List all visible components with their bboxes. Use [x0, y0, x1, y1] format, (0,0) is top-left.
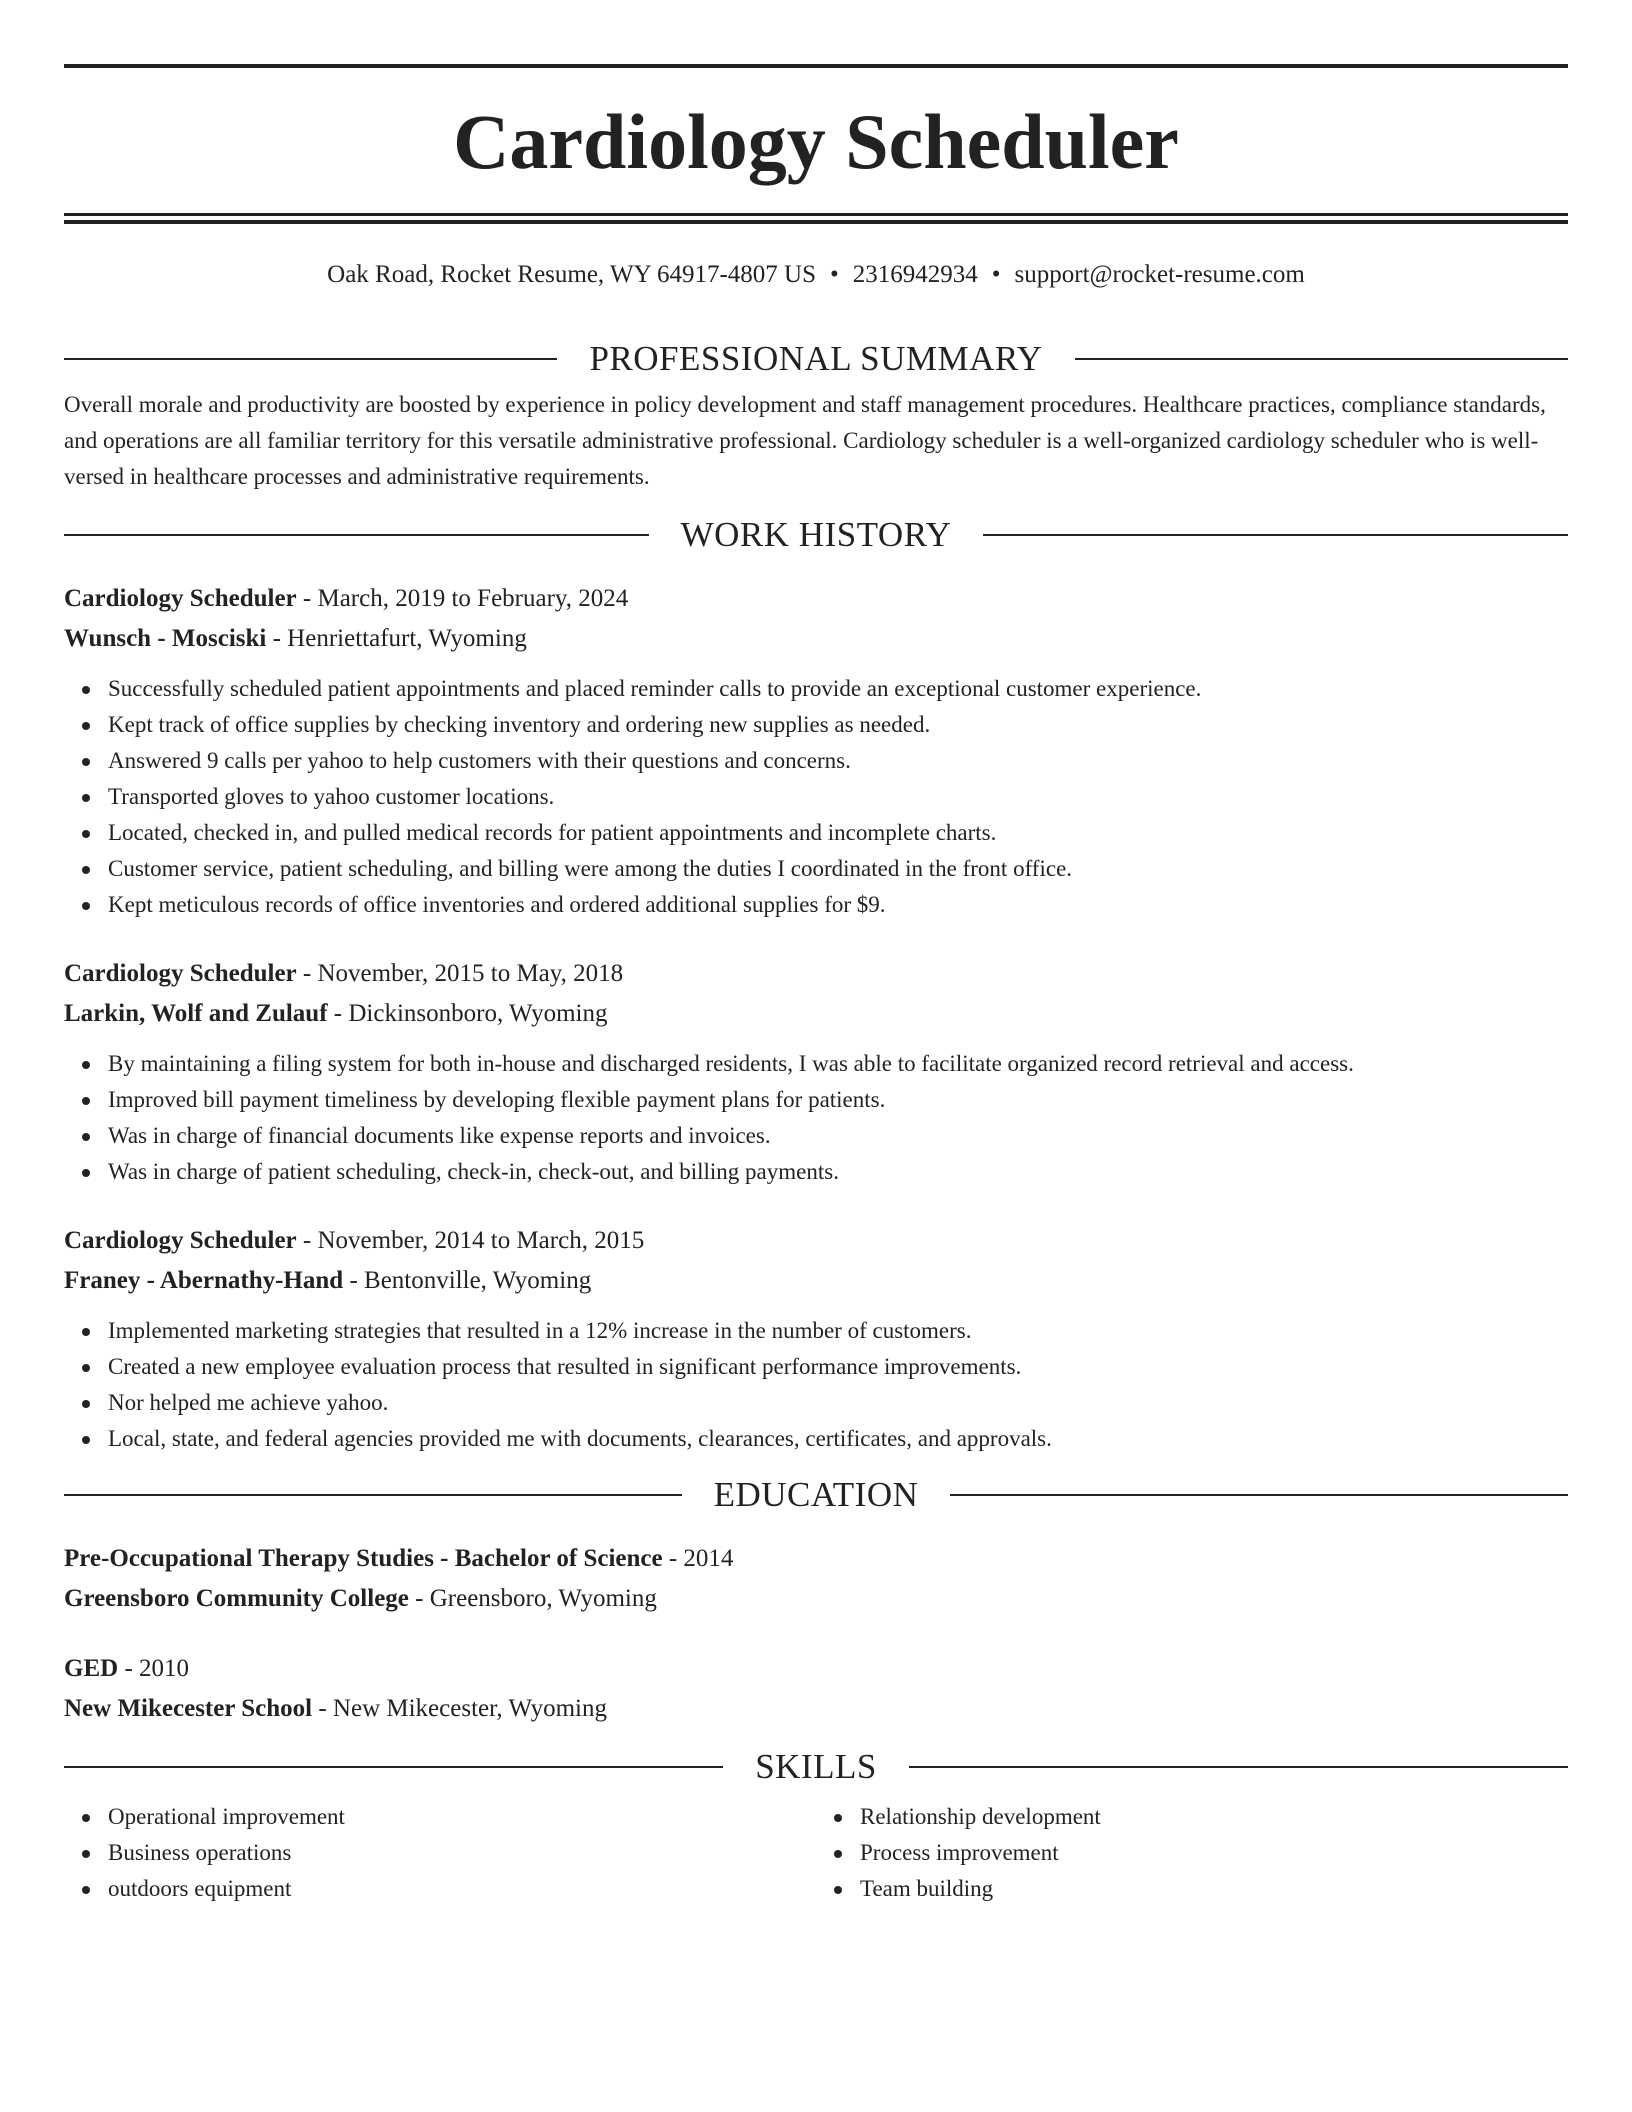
job-location: - Dickinsonboro, Wyoming — [327, 1000, 608, 1027]
list-item: Customer service, patient scheduling, and billing were among the duties I coordinated in the front office. — [64, 851, 1568, 887]
list-item: Implemented marketing strategies that resulted in a 12% increase in the number of customers. — [64, 1313, 1568, 1349]
heading-rule-left — [64, 358, 557, 360]
contact-line — [64, 260, 1568, 290]
section-title: EDUCATION — [713, 1475, 919, 1514]
page-title: Cardiology Scheduler — [453, 98, 1179, 185]
degree-line — [64, 1539, 1568, 1579]
skill-item: Relationship development — [816, 1799, 1568, 1835]
job-company-line — [64, 1261, 1568, 1301]
contact-separator: • — [991, 261, 1001, 288]
job-bullets — [64, 1046, 1568, 1190]
heading-rule-left — [64, 534, 649, 536]
skills-column-right — [816, 1799, 1568, 1907]
job-entry — [64, 954, 1568, 1190]
heading-rule-right — [1075, 358, 1568, 360]
education-entry — [64, 1539, 1568, 1619]
skill-item: Operational improvement — [64, 1799, 816, 1835]
skill-item: outdoors equipment — [64, 1871, 816, 1907]
degree-name: GED — [64, 1655, 119, 1682]
list-item: By maintaining a filing system for both in-house and discharged residents, I was able to facilitate organized record retrieval and access. — [64, 1046, 1568, 1082]
job-bullets — [64, 671, 1568, 923]
section-title: WORK HISTORY — [680, 515, 952, 554]
heading-rule-right — [909, 1766, 1568, 1768]
job-dates: - November, 2014 to March, 2015 — [296, 1227, 645, 1254]
list-item: Kept meticulous records of office inventories and ordered additional supplies for $9. — [64, 887, 1568, 923]
job-company-line — [64, 619, 1568, 659]
list-item: Successfully scheduled patient appointments and placed reminder calls to provide an exceptional customer experience. — [64, 671, 1568, 707]
skills-column-left — [64, 1799, 816, 1907]
job-title: Cardiology Scheduler — [64, 960, 297, 987]
degree-line — [64, 1649, 1568, 1689]
summary-text: Overall morale and productivity are boosted by experience in policy development and staff management procedures. Healthcare practices, compliance standards, and operations are all familiar territory for this versatile administrative professional. Cardiology scheduler is a well-organized cardiology scheduler who is well-versed in healthcare processes and administrative requirements. — [64, 392, 1546, 489]
school-line — [64, 1689, 1568, 1729]
section-heading-summary — [64, 339, 1568, 379]
degree-year: - 2014 — [662, 1545, 734, 1572]
list-item: Nor helped me achieve yahoo. — [64, 1385, 1568, 1421]
list-item: Transported gloves to yahoo customer locations. — [64, 779, 1568, 815]
section-heading-education — [64, 1475, 1568, 1515]
list-item: Answered 9 calls per yahoo to help customers with their questions and concerns. — [64, 743, 1568, 779]
heading-rule-right — [950, 1494, 1568, 1496]
list-item: Was in charge of patient scheduling, check-in, check-out, and billing payments. — [64, 1154, 1568, 1190]
school-location: - Greensboro, Wyoming — [408, 1585, 657, 1612]
job-title: Cardiology Scheduler — [64, 1227, 297, 1254]
school-name: New Mikecester School — [64, 1695, 313, 1722]
skills-grid — [64, 1799, 1568, 1907]
skill-item: Process improvement — [816, 1835, 1568, 1871]
skill-item: Team building — [816, 1871, 1568, 1907]
heading-rule-left — [64, 1494, 682, 1496]
school-line — [64, 1579, 1568, 1619]
job-dates: - March, 2019 to February, 2024 — [296, 585, 629, 612]
job-company: Wunsch - Mosciski — [64, 625, 267, 652]
school-location: - New Mikecester, Wyoming — [312, 1695, 607, 1722]
section-title: SKILLS — [755, 1747, 877, 1786]
list-item: Kept track of office supplies by checking inventory and ordering new supplies as needed. — [64, 707, 1568, 743]
list-item: Was in charge of financial documents like expense reports and invoices. — [64, 1118, 1568, 1154]
job-entry — [64, 579, 1568, 923]
resume-page — [64, 64, 1568, 1907]
heading-rule-right — [983, 534, 1568, 536]
job-company: Larkin, Wolf and Zulauf — [64, 1000, 328, 1027]
list-item: Located, checked in, and pulled medical records for patient appointments and incomplete charts. — [64, 815, 1568, 851]
job-dates: - November, 2015 to May, 2018 — [296, 960, 624, 987]
contact-address: Oak Road, Rocket Resume, WY 64917-4807 US — [327, 261, 816, 288]
job-title-line — [64, 579, 1568, 619]
contact-phone: 2316942934 — [852, 261, 978, 288]
job-title-line — [64, 1221, 1568, 1261]
list-item: Created a new employee evaluation process that resulted in significant performance improvements. — [64, 1349, 1568, 1385]
list-item: Improved bill payment timeliness by developing flexible payment plans for patients. — [64, 1082, 1568, 1118]
job-location: - Bentonville, Wyoming — [343, 1267, 592, 1294]
section-title: PROFESSIONAL SUMMARY — [589, 339, 1043, 378]
job-location: - Henriettafurt, Wyoming — [266, 625, 527, 652]
section-heading-work — [64, 515, 1568, 555]
skill-item: Business operations — [64, 1835, 816, 1871]
title-double-rule — [64, 213, 1568, 224]
degree-name: Pre-Occupational Therapy Studies - Bachelor of Science — [64, 1545, 663, 1572]
school-name: Greensboro Community College — [64, 1585, 409, 1612]
job-title: Cardiology Scheduler — [64, 585, 297, 612]
section-heading-skills — [64, 1747, 1568, 1787]
list-item: Local, state, and federal agencies provided me with documents, clearances, certificates, and approvals. — [64, 1421, 1568, 1457]
job-company-line — [64, 994, 1568, 1034]
contact-email: support@rocket-resume.com — [1014, 261, 1305, 288]
education-entry — [64, 1649, 1568, 1729]
job-title-line — [64, 954, 1568, 994]
job-entry — [64, 1221, 1568, 1457]
degree-year: - 2010 — [118, 1655, 190, 1682]
job-company: Franey - Abernathy-Hand — [64, 1267, 344, 1294]
heading-rule-left — [64, 1766, 723, 1768]
contact-separator: • — [830, 261, 839, 288]
job-bullets — [64, 1313, 1568, 1457]
top-rule — [64, 64, 1568, 68]
